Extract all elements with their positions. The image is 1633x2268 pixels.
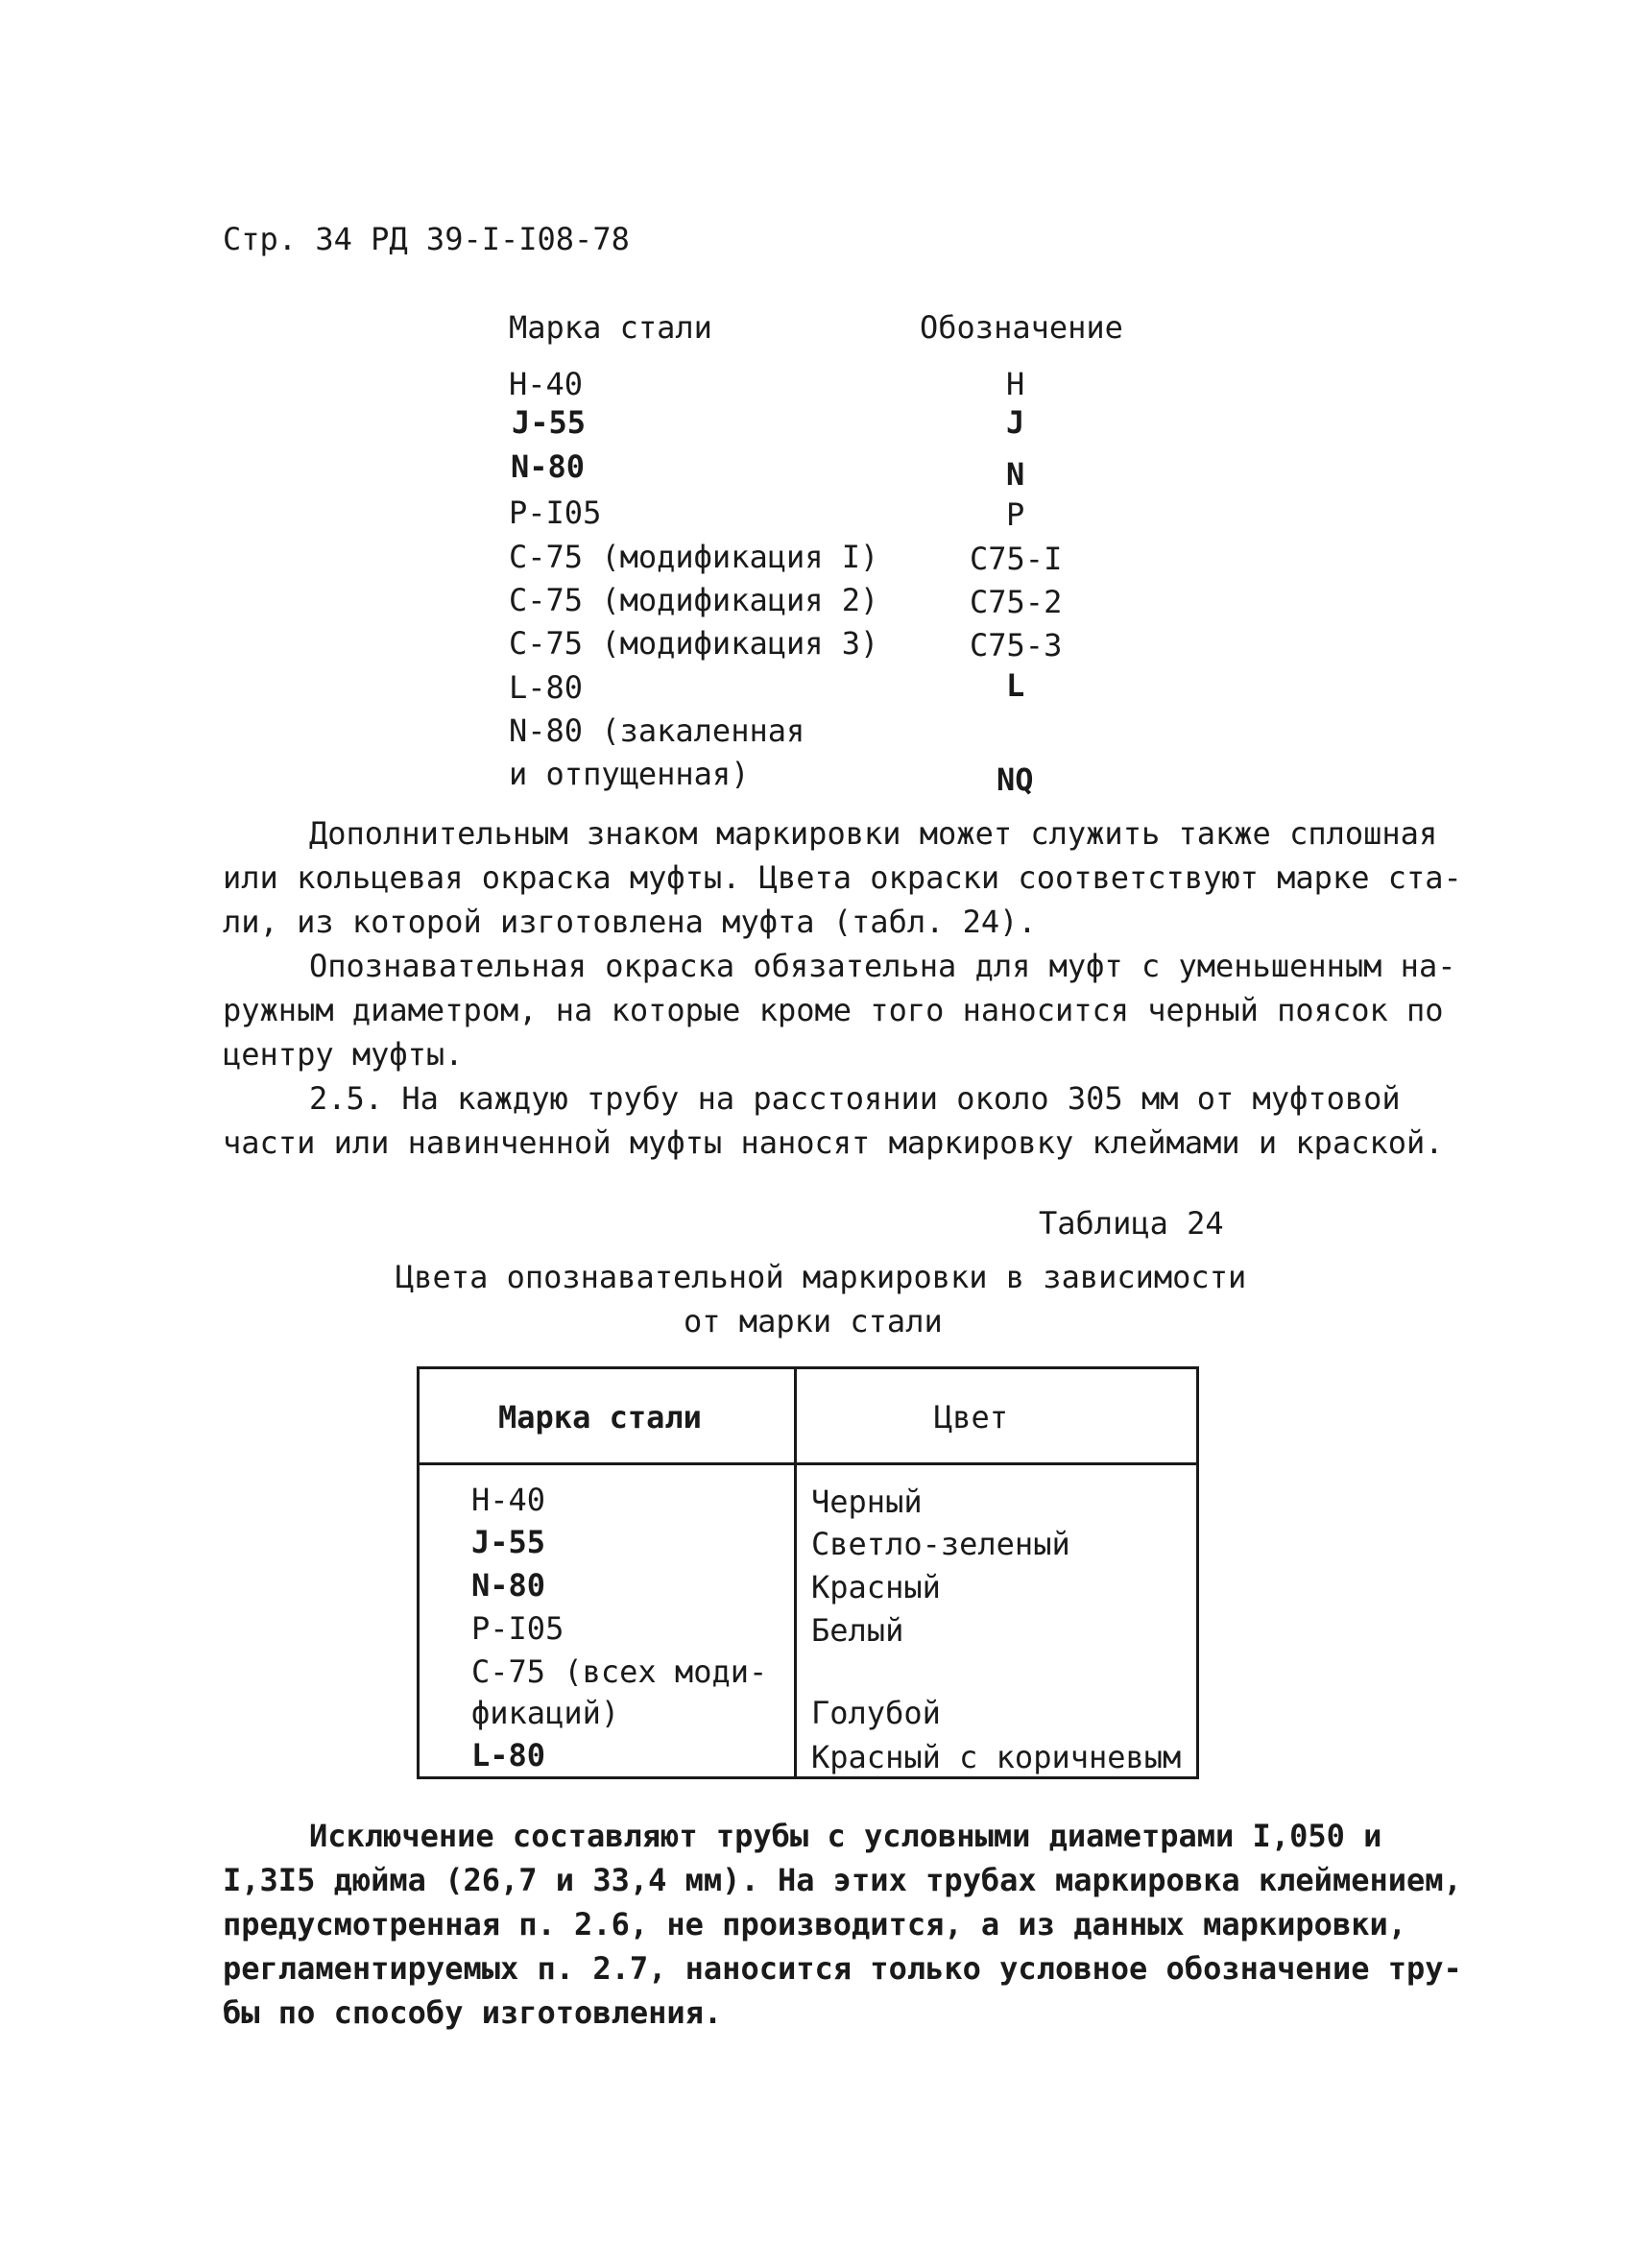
designation-row-grade: N-80 <box>511 448 586 485</box>
designation-row-grade: Н-40 <box>509 366 584 402</box>
designation-row-code: N <box>1006 456 1025 493</box>
paragraph-line: I,3I5 дюйма (26,7 и 33,4 мм). На этих трубах маркировка клеймением, <box>223 1862 1462 1898</box>
table-row-color: Красный <box>811 1569 941 1605</box>
designation-row-grade: L-80 <box>509 669 584 706</box>
paragraph-line: ружным диаметром, на которые кроме того наносится черный поясок по <box>223 992 1444 1028</box>
designation-row-code: J <box>1006 404 1025 441</box>
designation-row-code: NQ <box>997 761 1034 798</box>
table-row-grade: N-80 <box>471 1567 546 1604</box>
designation-row-grade: J-55 <box>512 404 587 441</box>
designations-header-designation: Обозначение <box>920 309 1123 346</box>
table-row-grade: С-75 (всех моди- <box>471 1653 768 1690</box>
table-column-divider <box>794 1369 797 1776</box>
color-table <box>417 1366 1199 1779</box>
designation-row-code: L <box>1006 667 1025 704</box>
designation-row-grade: С-75 (модификация I) <box>509 539 879 575</box>
paragraph-line: регламентируемых п. 2.7, наносится только условное обозначение тру- <box>223 1950 1462 1987</box>
designation-row-code: С75-3 <box>970 627 1063 664</box>
table-header-divider <box>420 1462 1196 1465</box>
table-row-grade: J-55 <box>471 1524 546 1560</box>
paragraph-line: бы по способу изготовления. <box>223 1994 723 2031</box>
designation-row-grade: и отпущенная) <box>509 756 750 792</box>
designation-row-grade: N-80 (закаленная <box>509 712 805 749</box>
table-row-color: Белый <box>811 1612 904 1649</box>
designations-header-grade: Марка стали <box>509 309 712 346</box>
table-title: Цвета опознавательной маркировки в зависимости <box>396 1259 1247 1295</box>
table-row-grade: Н-40 <box>471 1482 546 1518</box>
paragraph-line: 2.5. На каждую трубу на расстоянии около 305 мм от муфтовой <box>309 1080 1401 1117</box>
table-row-color: Светло-зеленый <box>811 1526 1070 1562</box>
designation-row-grade: С-75 (модификация 3) <box>509 625 879 662</box>
table-header-grade: Марка стали <box>498 1399 702 1436</box>
page-header: Стр. 34 РД 39-I-I08-78 <box>223 221 630 257</box>
paragraph-line: центру муфты. <box>223 1036 464 1073</box>
paragraph-line: Дополнительным знаком маркировки может служить также сплошная <box>309 815 1438 852</box>
table-row-color: Голубой <box>811 1695 941 1731</box>
table-row-color: Черный <box>811 1484 923 1520</box>
designation-row-code: С75-2 <box>970 584 1063 620</box>
designation-row-grade: Р-I05 <box>509 495 602 531</box>
table-label: Таблица 24 <box>1039 1205 1224 1242</box>
table-row-color: Красный с коричневым <box>811 1739 1182 1775</box>
paragraph-line: части или навинченной муфты наносят маркировку клеймами и краской. <box>223 1124 1444 1161</box>
designation-row-code: Р <box>1006 496 1025 533</box>
designation-row-code: С75-I <box>970 541 1063 577</box>
paragraph-line: Исключение составляют трубы с условными диаметрами I,050 и <box>309 1818 1382 1854</box>
table-header-color: Цвет <box>934 1399 1009 1436</box>
paragraph-line: или кольцевая окраска муфты. Цвета окраски соответствуют марке ста- <box>223 859 1462 896</box>
paragraph-line: ли, из которой изготовлена муфта (табл. 24). <box>223 904 1037 940</box>
paragraph-line: Опознавательная окраска обязательна для муфт с уменьшенным на- <box>309 948 1456 984</box>
table-title: от марки стали <box>684 1303 943 1339</box>
paragraph-line: предусмотренная п. 2.6, не производится, а из данных маркировки, <box>223 1906 1406 1942</box>
designation-row-grade: С-75 (модификация 2) <box>509 582 879 618</box>
table-row-grade: фикаций) <box>471 1695 620 1731</box>
designation-row-code: Н <box>1006 366 1025 402</box>
table-row-grade: Р-I05 <box>471 1610 564 1647</box>
table-row-grade: L-80 <box>471 1737 546 1773</box>
